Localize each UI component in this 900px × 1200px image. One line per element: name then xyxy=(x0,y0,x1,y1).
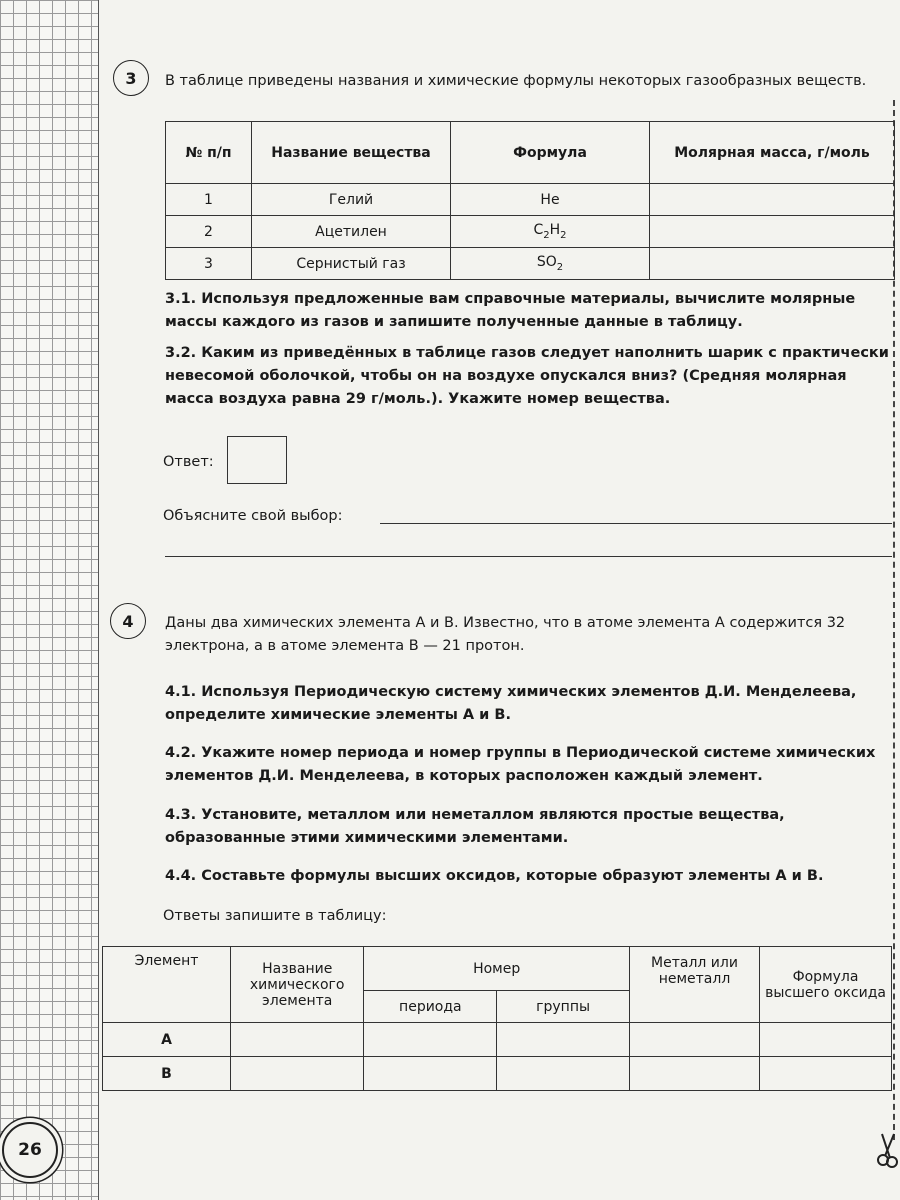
task-4-table xyxy=(102,946,892,1091)
question-4-3: 4.3. Установите, металлом или неметаллом являются простые вещества, образованные этими химическими элементами. xyxy=(165,807,785,846)
cell-input[interactable] xyxy=(629,1057,759,1091)
answer-label: Ответ: xyxy=(163,454,214,470)
cell-molar-mass[interactable] xyxy=(650,216,895,248)
task-4-intro: Даны два химических элемента А и В. Известно, что в атоме элемента А содержится 32 электрона, а в атоме элемента В — 21 протон. xyxy=(165,615,846,654)
explain-label: Объясните свой выбор: xyxy=(163,508,343,524)
answers-label: Ответы запишите в таблицу: xyxy=(163,908,387,924)
answer-box[interactable] xyxy=(227,436,287,484)
cell-input[interactable] xyxy=(230,1057,363,1091)
th-name: Название вещества xyxy=(252,122,451,184)
th-group: группы xyxy=(497,991,630,1023)
question-3-1: 3.1. Используя предложенные вам справочные материалы, вычислите молярные массы каждого из газов и запишите полученные данные в таблицу. xyxy=(165,291,856,330)
cell-formula: $SO_2$ xyxy=(451,248,650,280)
table-row xyxy=(166,216,895,248)
th-oxide: Формула высшего оксида xyxy=(760,947,892,1023)
cell-formula: $C_2H_2$ xyxy=(451,216,650,248)
question-3-2: 3.2. Каким из приведённых в таблице газов следует наполнить шарик с практически невесомой оболочкой, чтобы он на воздухе опускался вниз? (Средняя молярная масса воздуха равна 29 г/моль.). Укажите номер вещества. xyxy=(165,345,889,407)
cell-input[interactable] xyxy=(629,1023,759,1057)
explain-line-2[interactable] xyxy=(165,556,892,557)
cell-input[interactable] xyxy=(497,1057,630,1091)
cell-input[interactable] xyxy=(364,1057,497,1091)
th-period: периода xyxy=(364,991,497,1023)
th-molar-mass: Молярная масса, г/моль xyxy=(650,122,895,184)
table-row xyxy=(166,248,895,280)
cell-formula: He xyxy=(451,184,650,216)
cell-n: 3 xyxy=(166,248,252,280)
cell-name: Ацетилен xyxy=(252,216,451,248)
cell-n: 2 xyxy=(166,216,252,248)
th-formula: Формула xyxy=(451,122,650,184)
page-number: 26 xyxy=(2,1122,58,1178)
cell-element-a: А xyxy=(103,1023,231,1057)
th-number-group: Номер xyxy=(364,947,630,991)
cell-input[interactable] xyxy=(230,1023,363,1057)
table-row xyxy=(103,1057,892,1091)
cell-molar-mass[interactable] xyxy=(650,248,895,280)
task-4-number: 4 xyxy=(110,603,146,639)
table-row xyxy=(166,184,895,216)
scissors-icon xyxy=(876,1130,898,1170)
th-number: № п/п xyxy=(166,122,252,184)
table-row xyxy=(103,1023,892,1057)
cell-input[interactable] xyxy=(497,1023,630,1057)
cell-element-b: В xyxy=(103,1057,231,1091)
grid-margin xyxy=(0,0,99,1200)
question-4-1: 4.1. Используя Периодическую систему химических элементов Д.И. Менделеева, определите химические элементы А и В. xyxy=(165,684,857,723)
cell-n: 1 xyxy=(166,184,252,216)
explain-line-1[interactable] xyxy=(380,523,892,524)
cell-molar-mass[interactable] xyxy=(650,184,895,216)
cell-name: Сернистый газ xyxy=(252,248,451,280)
th-element: Элемент xyxy=(103,947,231,1023)
th-element-name: Название химического элемента xyxy=(230,947,363,1023)
task-3-table xyxy=(165,121,895,280)
cell-input[interactable] xyxy=(760,1023,892,1057)
cell-input[interactable] xyxy=(364,1023,497,1057)
cell-input[interactable] xyxy=(760,1057,892,1091)
question-4-4: 4.4. Составьте формулы высших оксидов, которые образуют элементы А и В. xyxy=(165,868,824,884)
task-3-intro: В таблице приведены названия и химические формулы некоторых газообразных веществ. xyxy=(165,73,867,89)
task-3-number: 3 xyxy=(113,60,149,96)
cell-name: Гелий xyxy=(252,184,451,216)
question-4-2: 4.2. Укажите номер периода и номер группы в Периодической системе химических элементов Д.И. Менделеева, в которых расположен каждый элемент. xyxy=(165,745,876,784)
th-metal: Металл или неметалл xyxy=(629,947,759,1023)
